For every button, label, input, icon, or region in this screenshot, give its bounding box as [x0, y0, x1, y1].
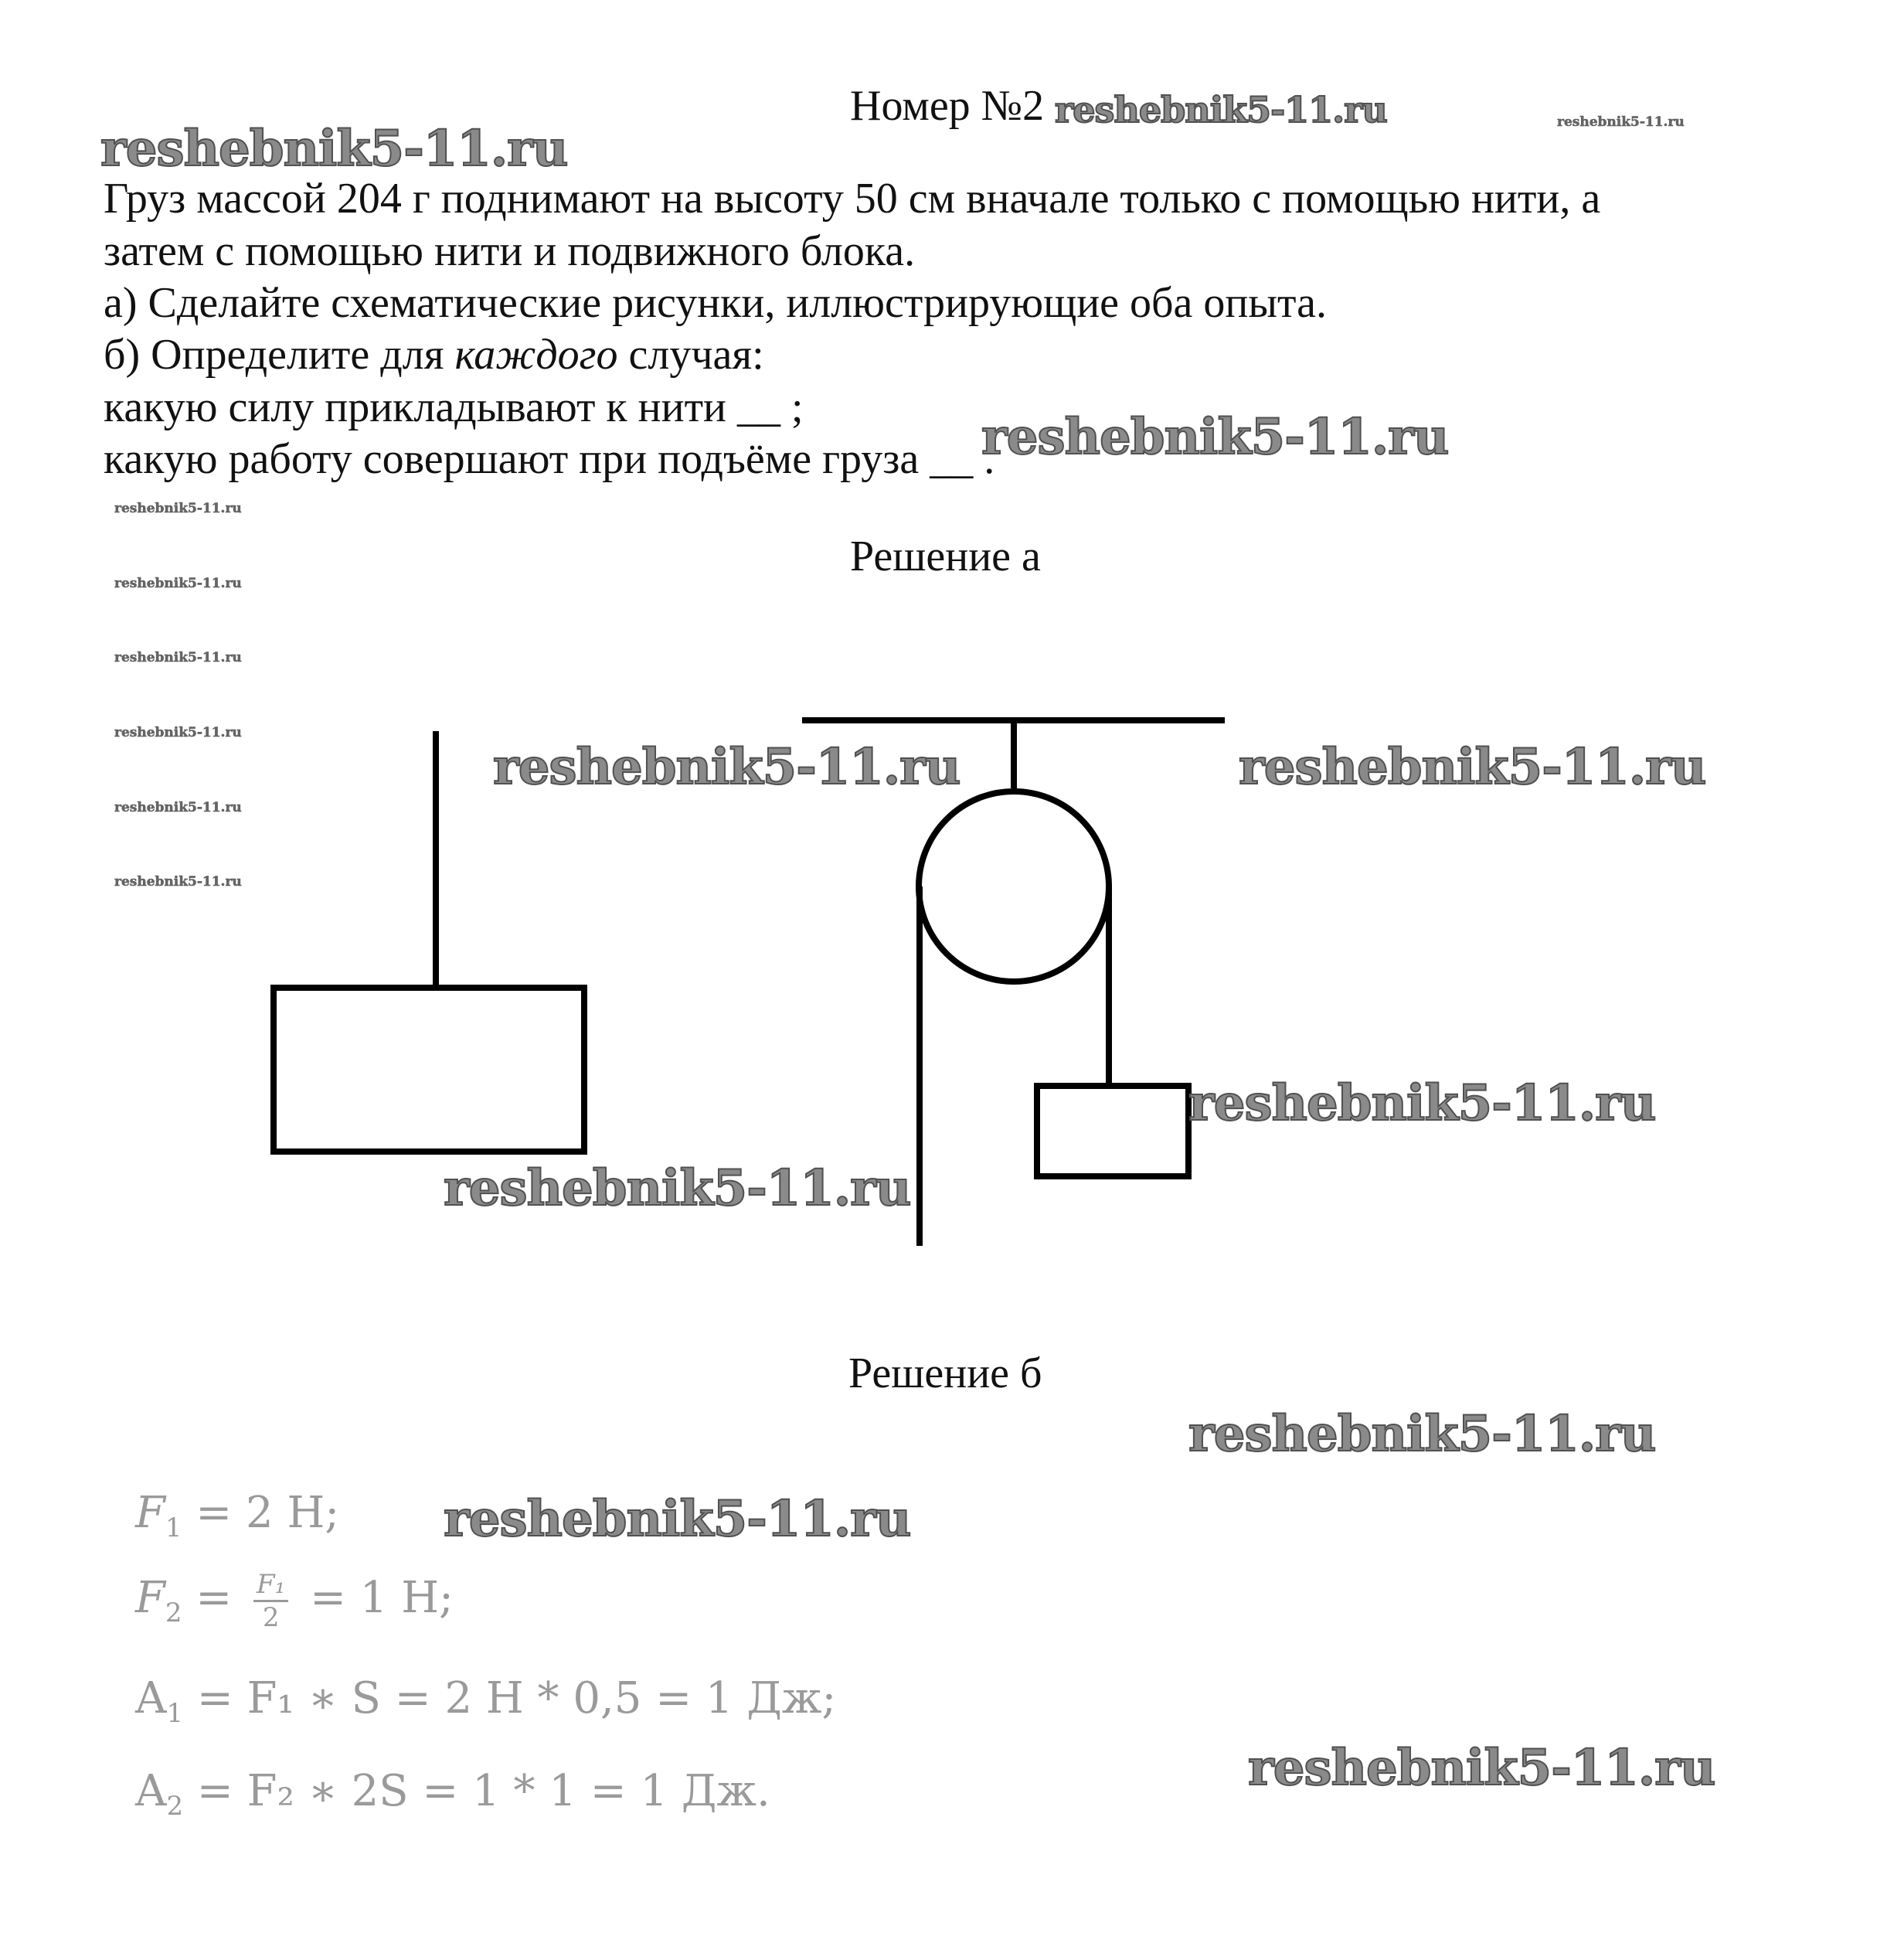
- formula-a1: $A_1 = F_1$ ∗ S = 2 Н * 0,5 = 1 Дж;: [135, 1673, 837, 1730]
- watermark: reshebnik5-11.ru: [114, 800, 242, 815]
- problem-line: б) Определите для каждого случая:: [104, 331, 764, 379]
- problem-line: какую работу совершают при подъёме груза __ .: [104, 435, 995, 483]
- solution-b-heading: Решение б: [848, 1349, 1042, 1397]
- watermark: reshebnik5-11.ru: [114, 874, 242, 890]
- formula-f2: $F_2$ = $\frac{\text{F₁}}{2}$ = 1 Н;: [135, 1569, 454, 1633]
- emphasis-text: каждого: [454, 331, 618, 379]
- watermark: reshebnik5-11.ru: [981, 408, 1449, 466]
- watermark: reshebnik5-11.ru: [444, 1159, 911, 1217]
- watermark: reshebnik5-11.ru: [114, 725, 242, 740]
- watermark: reshebnik5-11.ru: [1188, 1074, 1656, 1132]
- formula-a2: $A_2 = F_2$ ∗ 2S = 1 * 1 = 1 Дж.: [135, 1766, 770, 1822]
- formula-f1: $F_1 = 2$ Н;: [135, 1488, 340, 1544]
- watermark: reshebnik5-11.ru: [114, 650, 242, 665]
- watermark: reshebnik5-11.ru: [114, 576, 242, 591]
- pulley-wheel: [919, 791, 1109, 982]
- watermark: reshebnik5-11.ru: [444, 1490, 911, 1548]
- watermark: reshebnik5-11.ru: [493, 738, 960, 796]
- weight-box-large: [274, 988, 584, 1152]
- problem-line: Груз массой 204 г поднимают на высоту 50 см вначале только с помощью нити, а: [104, 175, 1601, 223]
- watermark: reshebnik5-11.ru: [1557, 114, 1685, 130]
- page-title: Номер №2: [850, 82, 1045, 130]
- watermark: reshebnik5-11.ru: [114, 501, 242, 516]
- watermark: reshebnik5-11.ru: [100, 120, 568, 178]
- watermark: reshebnik5-11.ru: [1055, 89, 1387, 131]
- problem-line: какую силу прикладывают к нити __ ;: [104, 383, 804, 431]
- watermark: reshebnik5-11.ru: [1239, 738, 1706, 796]
- watermark: reshebnik5-11.ru: [1188, 1405, 1656, 1463]
- weight-box-small: [1037, 1086, 1188, 1176]
- watermark: reshebnik5-11.ru: [1248, 1739, 1715, 1797]
- problem-line: затем с помощью нити и подвижного блока.: [104, 227, 916, 275]
- problem-line: а) Сделайте схематические рисунки, иллюстрирующие оба опыта.: [104, 279, 1327, 327]
- solution-a-heading: Решение а: [850, 533, 1041, 580]
- fraction: $\frac{\text{F₁}}{2}$: [253, 1569, 288, 1633]
